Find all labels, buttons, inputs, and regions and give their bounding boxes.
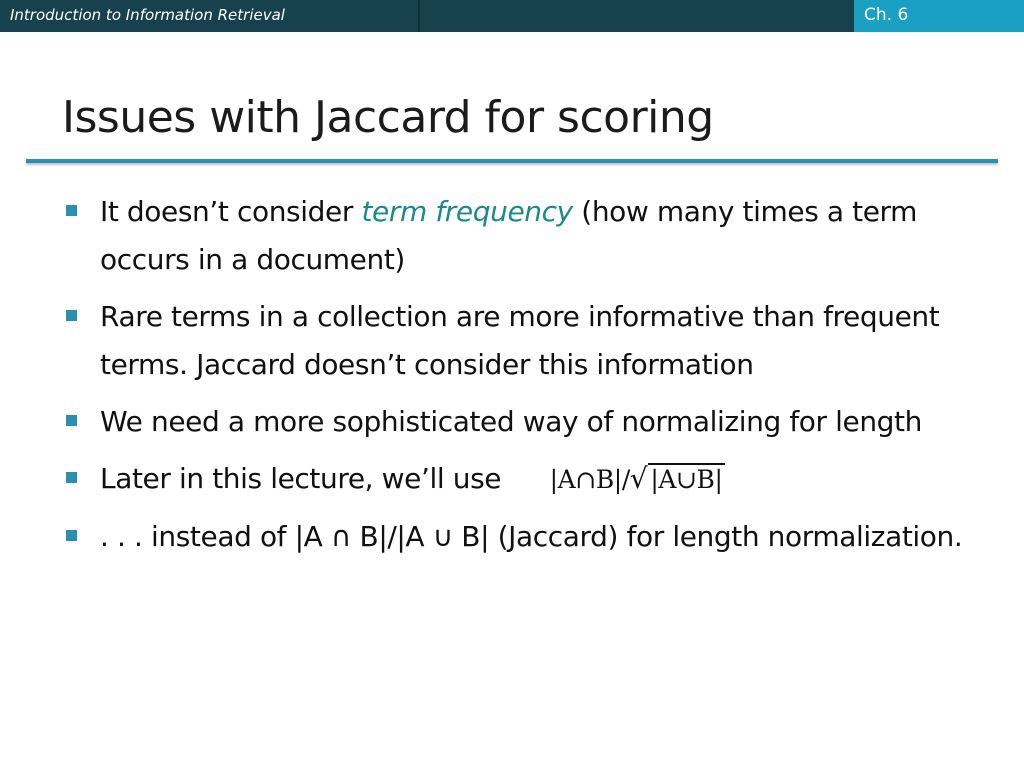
bullet-item bbox=[62, 513, 982, 561]
header-bar bbox=[0, 0, 1024, 32]
header-divider bbox=[418, 0, 420, 32]
bullet-marker-icon bbox=[66, 415, 77, 426]
bullet-marker-icon bbox=[66, 472, 77, 483]
bullet-text: Later in this lecture, we’ll use bbox=[100, 462, 502, 495]
bullet-item bbox=[62, 188, 982, 284]
chapter-box bbox=[854, 0, 1024, 32]
course-title: Introduction to Information Retrieval bbox=[10, 6, 285, 24]
bullet-item bbox=[62, 455, 982, 504]
slide-title: Issues with Jaccard for scoring bbox=[62, 92, 714, 143]
chapter-label: Ch. 6 bbox=[864, 5, 909, 25]
bullet-item bbox=[62, 398, 982, 446]
bullet-text: It doesn’t consider bbox=[100, 195, 362, 228]
bullet-marker-icon bbox=[66, 205, 77, 216]
bullet-list bbox=[62, 188, 982, 570]
bullet-text: . . . instead of |A ∩ B|/|A ∪ B| (Jaccard) for length normalization. bbox=[100, 520, 963, 553]
bullet-text: We need a more sophisticated way of normalizing for length bbox=[100, 405, 922, 438]
term-frequency-emphasis: term frequency bbox=[361, 195, 573, 228]
bullet-marker-icon bbox=[66, 310, 77, 321]
title-underline bbox=[26, 159, 998, 163]
bullet-text: (how many times a term occurs in a document) bbox=[100, 195, 918, 276]
bullet-item bbox=[62, 293, 982, 389]
bullet-marker-icon bbox=[66, 530, 77, 541]
bullet-text: Rare terms in a collection are more informative than frequent terms. Jaccard doesn’t consider this information bbox=[100, 300, 940, 381]
cosine-normalization-formula: |A∩B|/√ |A∪B| bbox=[549, 462, 723, 495]
